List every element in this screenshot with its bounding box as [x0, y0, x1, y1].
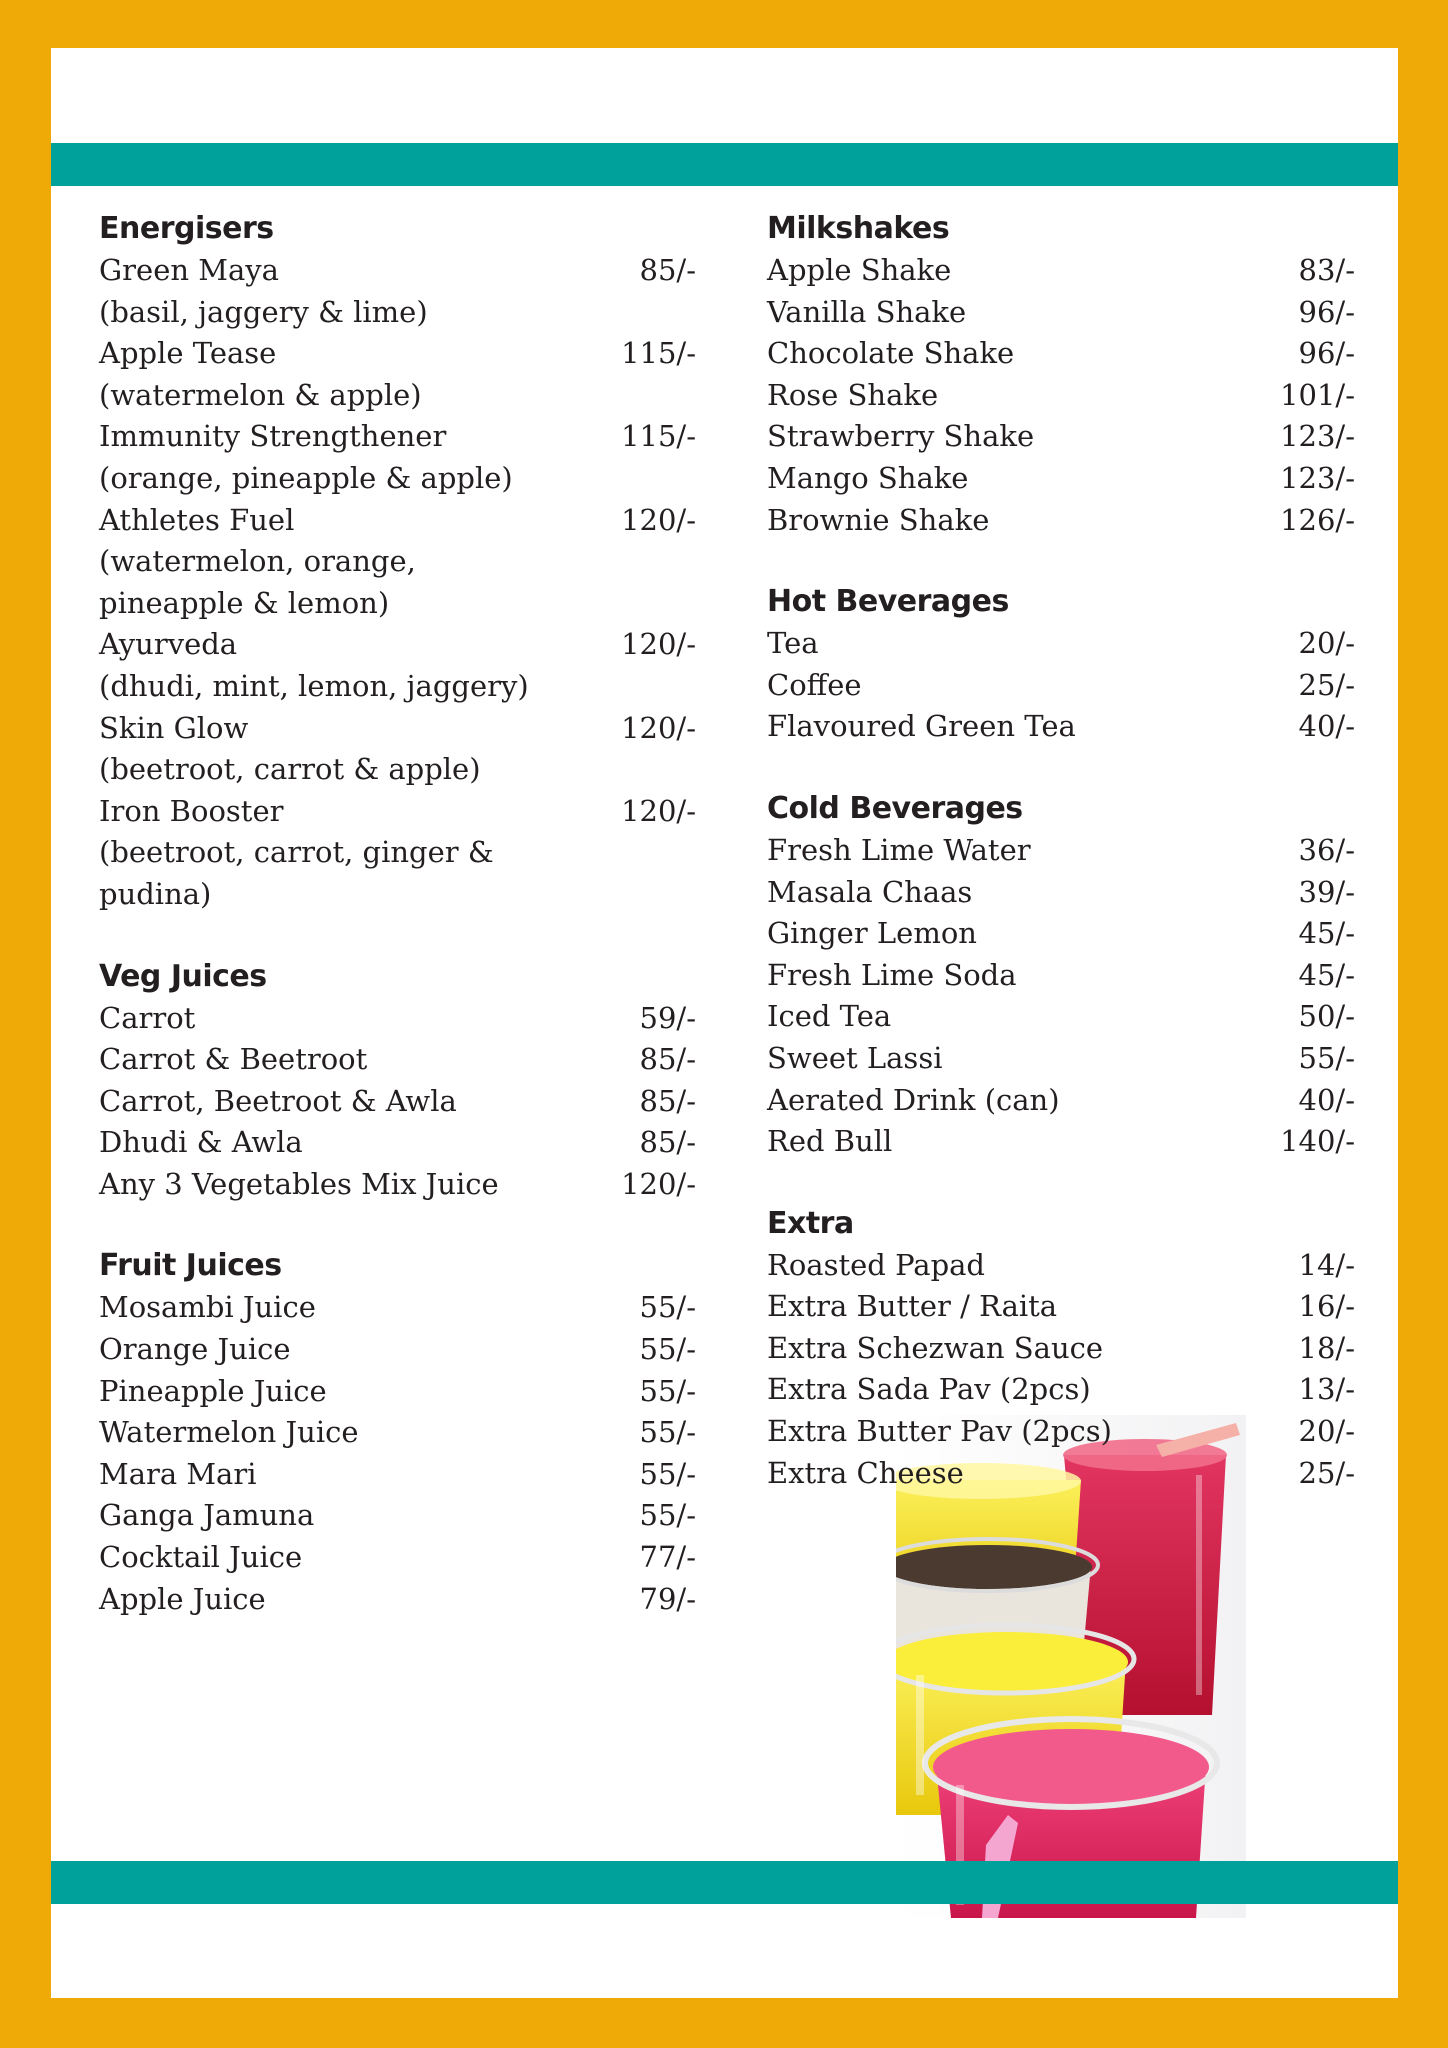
menu-item	[99, 1454, 696, 1496]
item-name: Ayurveda	[99, 627, 238, 662]
item-name: Rose Shake	[767, 377, 939, 412]
item-name: Iron Booster	[99, 793, 284, 828]
item-name: Watermelon Juice	[99, 1415, 359, 1450]
item-name: Apple Tease	[99, 336, 277, 371]
menu-item	[767, 500, 1355, 542]
item-price: 39/-	[1298, 874, 1355, 909]
item-price: 120/-	[621, 502, 696, 537]
item-name: Carrot, Beetroot & Awla	[99, 1083, 457, 1118]
item-price: 101/-	[1280, 377, 1355, 412]
section-heading: Veg Juices	[99, 958, 267, 994]
item-price: 59/-	[639, 1000, 696, 1035]
item-description: (orange, pineapple & apple)	[99, 460, 513, 495]
item-price: 40/-	[1298, 709, 1355, 744]
item-price: 85/-	[639, 1042, 696, 1077]
menu-item	[767, 623, 1355, 665]
item-price: 79/-	[639, 1581, 696, 1616]
menu-item	[99, 1287, 696, 1329]
item-price: 140/-	[1280, 1124, 1355, 1159]
item-name: Pineapple Juice	[99, 1373, 327, 1408]
item-name: Fresh Lime Water	[767, 832, 1031, 867]
item-price: 16/-	[1298, 1289, 1355, 1324]
menu-item	[99, 1039, 696, 1081]
item-name: Athletes Fuel	[99, 502, 295, 537]
item-price: 40/-	[1298, 1082, 1355, 1117]
item-price: 55/-	[639, 1456, 696, 1491]
item-price: 85/-	[639, 1125, 696, 1160]
right-menu-column	[767, 208, 1355, 1534]
menu-item	[767, 830, 1355, 872]
item-price: 85/-	[639, 253, 696, 287]
item-description: (beetroot, carrot & apple)	[99, 752, 481, 787]
item-name: Tea	[767, 626, 819, 661]
menu-item	[99, 250, 696, 292]
menu-item	[99, 1579, 696, 1621]
menu-item	[767, 1121, 1355, 1163]
item-price: 55/-	[639, 1415, 696, 1450]
menu-item	[99, 416, 696, 458]
item-price: 55/-	[639, 1332, 696, 1367]
top-teal-band	[51, 143, 1398, 186]
item-description: (dhudi, mint, lemon, jaggery)	[99, 668, 529, 703]
menu-item	[99, 1081, 696, 1123]
item-price: 83/-	[1298, 253, 1355, 287]
menu-item	[99, 1122, 696, 1164]
item-price: 18/-	[1298, 1330, 1355, 1365]
menu-item	[767, 665, 1355, 707]
item-price: 96/-	[1298, 336, 1355, 371]
menu-item	[99, 1412, 696, 1454]
menu-section	[767, 788, 1355, 1163]
item-price: 45/-	[1298, 957, 1355, 992]
section-heading: Extra	[767, 1205, 854, 1241]
item-price: 20/-	[1298, 1414, 1355, 1449]
item-name: Vanilla Shake	[767, 294, 967, 329]
bottom-teal-band	[51, 1861, 1398, 1904]
item-name: Cocktail Juice	[99, 1540, 303, 1575]
menu-item	[767, 333, 1355, 375]
item-price: 55/-	[639, 1290, 696, 1325]
item-name: Ginger Lemon	[767, 916, 977, 951]
item-name: Ganga Jamuna	[99, 1498, 315, 1533]
menu-item	[767, 1453, 1355, 1495]
item-name: Strawberry Shake	[767, 419, 1035, 454]
item-price: 120/-	[621, 710, 696, 745]
menu-item	[99, 1164, 696, 1206]
item-price: 115/-	[621, 419, 696, 454]
item-name: Immunity Strengthener	[99, 419, 447, 454]
menu-item	[99, 791, 696, 833]
item-name: Carrot & Beetroot	[99, 1042, 368, 1077]
menu-item	[767, 706, 1355, 748]
item-description: (beetroot, carrot, ginger & pudina)	[99, 835, 494, 911]
menu-item	[767, 1369, 1355, 1411]
section-heading: Energisers	[99, 211, 274, 246]
item-name: Mosambi Juice	[99, 1290, 316, 1325]
item-name: Apple Juice	[99, 1581, 266, 1616]
menu-item	[767, 458, 1355, 500]
section-heading: Cold Beverages	[767, 790, 1023, 826]
item-price: 120/-	[621, 627, 696, 662]
item-price: 55/-	[639, 1498, 696, 1533]
item-name: Orange Juice	[99, 1332, 291, 1367]
item-name: Extra Schezwan Sauce	[767, 1330, 1104, 1365]
menu-item	[767, 1038, 1355, 1080]
item-price: 85/-	[639, 1083, 696, 1118]
item-name: Red Bull	[767, 1124, 893, 1159]
menu-section	[767, 581, 1355, 748]
menu-section	[99, 1245, 696, 1620]
item-price: 120/-	[621, 793, 696, 828]
item-name: Fresh Lime Soda	[767, 957, 1017, 992]
menu-item	[99, 624, 696, 666]
menu-item	[767, 872, 1355, 914]
item-name: Carrot	[99, 1000, 196, 1035]
item-price: 45/-	[1298, 916, 1355, 951]
item-name: Apple Shake	[767, 253, 952, 287]
menu-item	[99, 1495, 696, 1537]
menu-item	[99, 708, 696, 750]
item-name: Mango Shake	[767, 460, 969, 495]
menu-item	[767, 955, 1355, 997]
item-price: 126/-	[1280, 502, 1355, 537]
section-heading: Fruit Juices	[99, 1248, 282, 1284]
item-name: Extra Butter / Raita	[767, 1289, 1058, 1324]
menu-section	[767, 208, 1355, 541]
item-price: 14/-	[1298, 1247, 1355, 1282]
item-price: 115/-	[621, 336, 696, 371]
item-name: Aerated Drink (can)	[767, 1082, 1060, 1117]
menu-item	[767, 1411, 1355, 1453]
item-price: 25/-	[1298, 667, 1355, 702]
menu-item	[767, 375, 1355, 417]
menu-item	[99, 998, 696, 1040]
item-name: Any 3 Vegetables Mix Juice	[99, 1166, 499, 1201]
item-price: 55/-	[639, 1373, 696, 1408]
item-description: (basil, jaggery & lime)	[99, 294, 428, 329]
item-price: 123/-	[1280, 460, 1355, 495]
menu-item	[767, 1245, 1355, 1287]
item-price: 77/-	[639, 1540, 696, 1575]
menu-item	[767, 416, 1355, 458]
item-name: Mara Mari	[99, 1456, 257, 1491]
item-price: 50/-	[1298, 999, 1355, 1034]
item-name: Sweet Lassi	[767, 1040, 943, 1075]
item-name: Iced Tea	[767, 999, 892, 1034]
menu-item	[767, 996, 1355, 1038]
item-price: 36/-	[1298, 832, 1355, 867]
item-price: 55/-	[1298, 1040, 1355, 1075]
item-price: 20/-	[1298, 626, 1355, 661]
menu-page	[51, 48, 1398, 1998]
menu-item	[99, 1537, 696, 1579]
menu-item	[767, 250, 1355, 292]
menu-section	[767, 1203, 1355, 1495]
item-price: 120/-	[621, 1166, 696, 1201]
item-name: Extra Cheese	[767, 1455, 964, 1490]
menu-section	[99, 956, 696, 1206]
menu-item	[767, 913, 1355, 955]
menu-item	[767, 1328, 1355, 1370]
menu-item	[767, 1080, 1355, 1122]
item-price: 13/-	[1298, 1372, 1355, 1407]
item-name: Masala Chaas	[767, 874, 973, 909]
item-description: (watermelon, orange, pineapple & lemon)	[99, 544, 416, 620]
section-heading: Hot Beverages	[767, 584, 1009, 620]
item-name: Coffee	[767, 667, 862, 702]
item-name: Flavoured Green Tea	[767, 709, 1076, 744]
menu-item	[99, 1371, 696, 1413]
item-name: Extra Butter Pav (2pcs)	[767, 1414, 1112, 1449]
item-name: Skin Glow	[99, 710, 249, 745]
item-name: Extra Sada Pav (2pcs)	[767, 1372, 1091, 1407]
menu-item	[99, 1329, 696, 1371]
item-name: Dhudi & Awla	[99, 1125, 303, 1160]
item-name: Roasted Papad	[767, 1247, 985, 1282]
item-price: 96/-	[1298, 294, 1355, 329]
menu-item	[99, 500, 696, 542]
item-price: 25/-	[1298, 1455, 1355, 1490]
menu-item	[767, 1286, 1355, 1328]
item-description: (watermelon & apple)	[99, 377, 422, 412]
menu-section	[99, 208, 696, 916]
left-menu-column	[99, 208, 696, 1660]
item-name: Brownie Shake	[767, 502, 990, 537]
section-heading: Milkshakes	[767, 211, 950, 246]
menu-item	[767, 292, 1355, 334]
item-name: Green Maya	[99, 253, 279, 287]
item-price: 123/-	[1280, 419, 1355, 454]
menu-item	[99, 333, 696, 375]
item-name: Chocolate Shake	[767, 336, 1015, 371]
